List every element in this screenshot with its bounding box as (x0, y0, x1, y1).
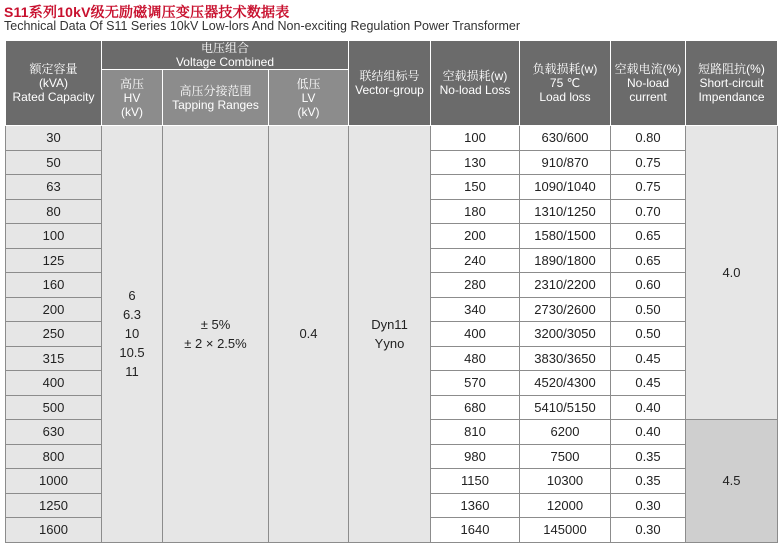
no-load-current-cell: 0.60 (611, 273, 686, 298)
capacity-cell: 315 (6, 346, 102, 371)
no-load-current-cell: 0.50 (611, 322, 686, 347)
load-loss-cell: 1890/1800 (520, 248, 611, 273)
no-load-current-cell: 0.40 (611, 395, 686, 420)
hv-cell (102, 126, 163, 543)
table-row (6, 126, 778, 151)
capacity-cell: 1000 (6, 469, 102, 494)
no-load-current-cell: 0.40 (611, 420, 686, 445)
no-load-current-cell: 0.75 (611, 175, 686, 200)
load-loss-cell: 7500 (520, 444, 611, 469)
capacity-cell: 1600 (6, 518, 102, 543)
no-load-loss-cell: 130 (431, 150, 520, 175)
hv-value: 6.3 (122, 307, 142, 323)
header-rated-capacity: 额定容量 (kVA) Rated Capacity (6, 41, 102, 126)
no-load-current-cell: 0.30 (611, 493, 686, 518)
no-load-loss-cell: 280 (431, 273, 520, 298)
header-voltage-combined: 电压组合 Voltage Combined (102, 41, 349, 70)
hv-value: 10.5 (119, 345, 145, 361)
load-loss-cell: 630/600 (520, 126, 611, 151)
table-body (6, 126, 778, 543)
no-load-loss-cell: 570 (431, 371, 520, 396)
vector-group-value: Yyno (374, 335, 405, 351)
no-load-current-cell: 0.80 (611, 126, 686, 151)
load-loss-cell: 5410/5150 (520, 395, 611, 420)
load-loss-cell: 6200 (520, 420, 611, 445)
lv-cell: 0.4 (269, 126, 349, 543)
no-load-loss-cell: 1640 (431, 518, 520, 543)
no-load-loss-cell: 200 (431, 224, 520, 249)
header-no-load-loss: 空载损耗(w) No-load Loss (431, 41, 520, 126)
capacity-cell: 50 (6, 150, 102, 175)
spec-table (5, 40, 778, 543)
load-loss-cell: 4520/4300 (520, 371, 611, 396)
no-load-loss-cell: 240 (431, 248, 520, 273)
vector-group-cell (349, 126, 431, 543)
no-load-current-cell: 0.70 (611, 199, 686, 224)
vector-group-value: Dyn11 (371, 316, 408, 332)
capacity-cell: 250 (6, 322, 102, 347)
no-load-loss-cell: 1150 (431, 469, 520, 494)
no-load-current-cell: 0.45 (611, 371, 686, 396)
load-loss-cell: 10300 (520, 469, 611, 494)
header-impedance: 短路阻抗(%) Short-circuit Impendance (686, 41, 778, 126)
load-loss-cell: 1090/1040 (520, 175, 611, 200)
impedance-cell: 4.5 (686, 420, 778, 543)
header-no-load-current: 空载电流(%) No-load current (611, 41, 686, 126)
header-tapping-ranges: 高压分接范围 Tapping Ranges (163, 70, 269, 126)
capacity-cell: 160 (6, 273, 102, 298)
capacity-cell: 63 (6, 175, 102, 200)
no-load-loss-cell: 100 (431, 126, 520, 151)
capacity-cell: 200 (6, 297, 102, 322)
no-load-current-cell: 0.50 (611, 297, 686, 322)
capacity-cell: 800 (6, 444, 102, 469)
load-loss-cell: 910/870 (520, 150, 611, 175)
title-english: Technical Data Of S11 Series 10kV Low-lors And Non-exciting Regulation Power Transformer (4, 19, 520, 33)
capacity-cell: 80 (6, 199, 102, 224)
no-load-loss-cell: 400 (431, 322, 520, 347)
no-load-loss-cell: 340 (431, 297, 520, 322)
load-loss-cell: 1580/1500 (520, 224, 611, 249)
load-loss-cell: 2730/2600 (520, 297, 611, 322)
capacity-cell: 1250 (6, 493, 102, 518)
title-chinese: S11系列10kV级无励磁调压变压器技术数据表 (4, 4, 290, 20)
tapping-cell (163, 126, 269, 543)
header-load-loss: 负载损耗(w) 75 ℃ Load loss (520, 41, 611, 126)
header-lv: 低压 LV (kV) (269, 70, 349, 126)
capacity-cell: 500 (6, 395, 102, 420)
no-load-loss-cell: 180 (431, 199, 520, 224)
load-loss-cell: 145000 (520, 518, 611, 543)
tapping-value: ± 2 × 2.5% (184, 335, 247, 351)
no-load-current-cell: 0.75 (611, 150, 686, 175)
no-load-current-cell: 0.45 (611, 346, 686, 371)
tapping-value: ± 5% (200, 316, 231, 332)
hv-value: 11 (125, 364, 139, 380)
no-load-loss-cell: 1360 (431, 493, 520, 518)
no-load-loss-cell: 680 (431, 395, 520, 420)
load-loss-cell: 12000 (520, 493, 611, 518)
load-loss-cell: 1310/1250 (520, 199, 611, 224)
no-load-loss-cell: 980 (431, 444, 520, 469)
capacity-cell: 100 (6, 224, 102, 249)
no-load-current-cell: 0.35 (611, 469, 686, 494)
hv-value: 6 (128, 288, 136, 304)
no-load-loss-cell: 480 (431, 346, 520, 371)
no-load-current-cell: 0.65 (611, 224, 686, 249)
no-load-current-cell: 0.35 (611, 444, 686, 469)
load-loss-cell: 3830/3650 (520, 346, 611, 371)
capacity-cell: 30 (6, 126, 102, 151)
capacity-cell: 400 (6, 371, 102, 396)
impedance-cell: 4.0 (686, 126, 778, 420)
hv-value: 10 (124, 326, 140, 342)
no-load-loss-cell: 810 (431, 420, 520, 445)
header-vector-group: 联结组标号 Vector-group (349, 41, 431, 126)
no-load-loss-cell: 150 (431, 175, 520, 200)
load-loss-cell: 3200/3050 (520, 322, 611, 347)
load-loss-cell: 2310/2200 (520, 273, 611, 298)
no-load-current-cell: 0.65 (611, 248, 686, 273)
header-hv: 高压 HV (kV) (102, 70, 163, 126)
capacity-cell: 125 (6, 248, 102, 273)
no-load-current-cell: 0.30 (611, 518, 686, 543)
capacity-cell: 630 (6, 420, 102, 445)
